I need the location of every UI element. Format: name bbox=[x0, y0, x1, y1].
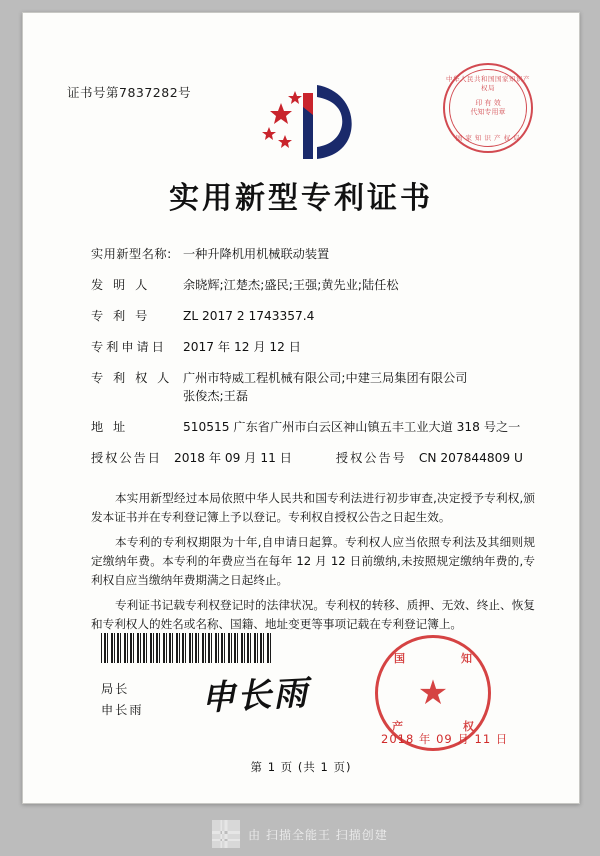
field-label: 实用新型名称: bbox=[91, 247, 172, 261]
field-value: 余晓辉;江楚杰;盛民;王强;黄先业;陆任松 bbox=[183, 278, 399, 292]
page-number: 第 1 页 (共 1 页) bbox=[250, 760, 352, 774]
grant-date-group bbox=[91, 449, 292, 467]
field-row-application-date bbox=[91, 338, 531, 356]
legal-body-text bbox=[91, 489, 535, 640]
page-title: 实用新型专利证书 bbox=[169, 181, 433, 216]
field-value: 2017 年 12 月 12 日 bbox=[183, 340, 301, 354]
seal-middle-text: 印 有 效 代知专用章 bbox=[470, 99, 506, 116]
qr-code-icon bbox=[212, 820, 240, 848]
director-name-label: 申长雨 bbox=[101, 703, 144, 717]
grant-date-value: 2018 年 09 月 11 日 bbox=[173, 451, 292, 465]
field-row-utility-model-name bbox=[91, 245, 531, 263]
barcode bbox=[101, 633, 273, 663]
seal-bottom-arc-text: 国 家 知 识 产 权 局 bbox=[455, 134, 521, 142]
top-right-official-seal bbox=[443, 63, 533, 153]
field-label: 地 址 bbox=[91, 420, 129, 434]
seal-char-4: 权 bbox=[463, 720, 474, 733]
paragraph-3: 专利证书记载专利权登记时的法律状况。专利权的转移、质押、无效、终止、恢复和专利权人的姓名或名称、国籍、地址变更等事项记载在专利登记簿上。 bbox=[91, 598, 535, 631]
director-title-label: 局长 bbox=[101, 682, 130, 696]
patentee-line-2: 张俊杰;王磊 bbox=[183, 389, 249, 403]
scanner-watermark bbox=[0, 820, 600, 848]
seal-char-2: 知 bbox=[461, 652, 472, 665]
grant-date-label: 授权公告日 bbox=[91, 451, 162, 465]
field-label: 专 利 号 bbox=[91, 309, 151, 323]
certificate-number: 证书号第7837282号 bbox=[67, 85, 192, 100]
seal-date: 2018 年 09 月 11 日 bbox=[381, 732, 509, 746]
grant-number-label: 授权公告号 bbox=[335, 451, 407, 465]
seal-char-1: 国 bbox=[394, 652, 405, 665]
field-row-address bbox=[91, 418, 531, 436]
paragraph-2: 本专利的专利权期限为十年,自申请日起算。专利权人应当依照专利法及其细则规定缴纳年费。本专利的年费应当在每年 12 月 12 日前缴纳,未按照规定缴纳年费的,专利权自应当缴纳年费期满之日起终止。 bbox=[91, 535, 535, 587]
watermark-text: 由 扫描全能王 扫描创建 bbox=[248, 827, 388, 842]
grant-number-group bbox=[336, 449, 523, 467]
field-row-inventors bbox=[91, 276, 531, 294]
field-value: 510515 广东省广州市白云区神山镇五丰工业大道 318 号之一 bbox=[183, 420, 521, 434]
field-row-patent-number bbox=[91, 307, 531, 325]
field-value: 一种升降机用机械联动装置 bbox=[183, 247, 330, 261]
field-value bbox=[183, 369, 531, 405]
signature-labels bbox=[101, 679, 144, 721]
seal-char-3: 产 bbox=[392, 720, 403, 733]
field-label: 发 明 人 bbox=[91, 278, 151, 292]
field-label: 专利申请日 bbox=[91, 340, 167, 354]
field-label: 专 利 权 人 bbox=[91, 371, 173, 385]
grant-number-value: CN 207844809 U bbox=[418, 451, 523, 465]
paragraph-1: 本实用新型经过本局依照中华人民共和国专利法进行初步审查,决定授予专利权,颁发本证书并在专利登记簿上予以登记。专利权自授权公告之日起生效。 bbox=[91, 491, 535, 524]
field-value: ZL 2017 2 1743357.4 bbox=[183, 309, 315, 323]
patent-office-logo-icon bbox=[255, 75, 375, 165]
patent-fields bbox=[91, 245, 531, 480]
field-row-patentee bbox=[91, 369, 531, 405]
field-row-grant bbox=[91, 449, 531, 467]
patentee-line-1: 广州市特威工程机械有限公司;中建三局集团有限公司 bbox=[183, 371, 468, 385]
handwritten-signature: 申长雨 bbox=[200, 673, 311, 719]
certificate-sheet bbox=[22, 12, 580, 804]
seal-top-arc-text: 中华人民共和国国家知识产权局 bbox=[446, 75, 530, 92]
seal-star-icon: ★ bbox=[417, 673, 449, 713]
